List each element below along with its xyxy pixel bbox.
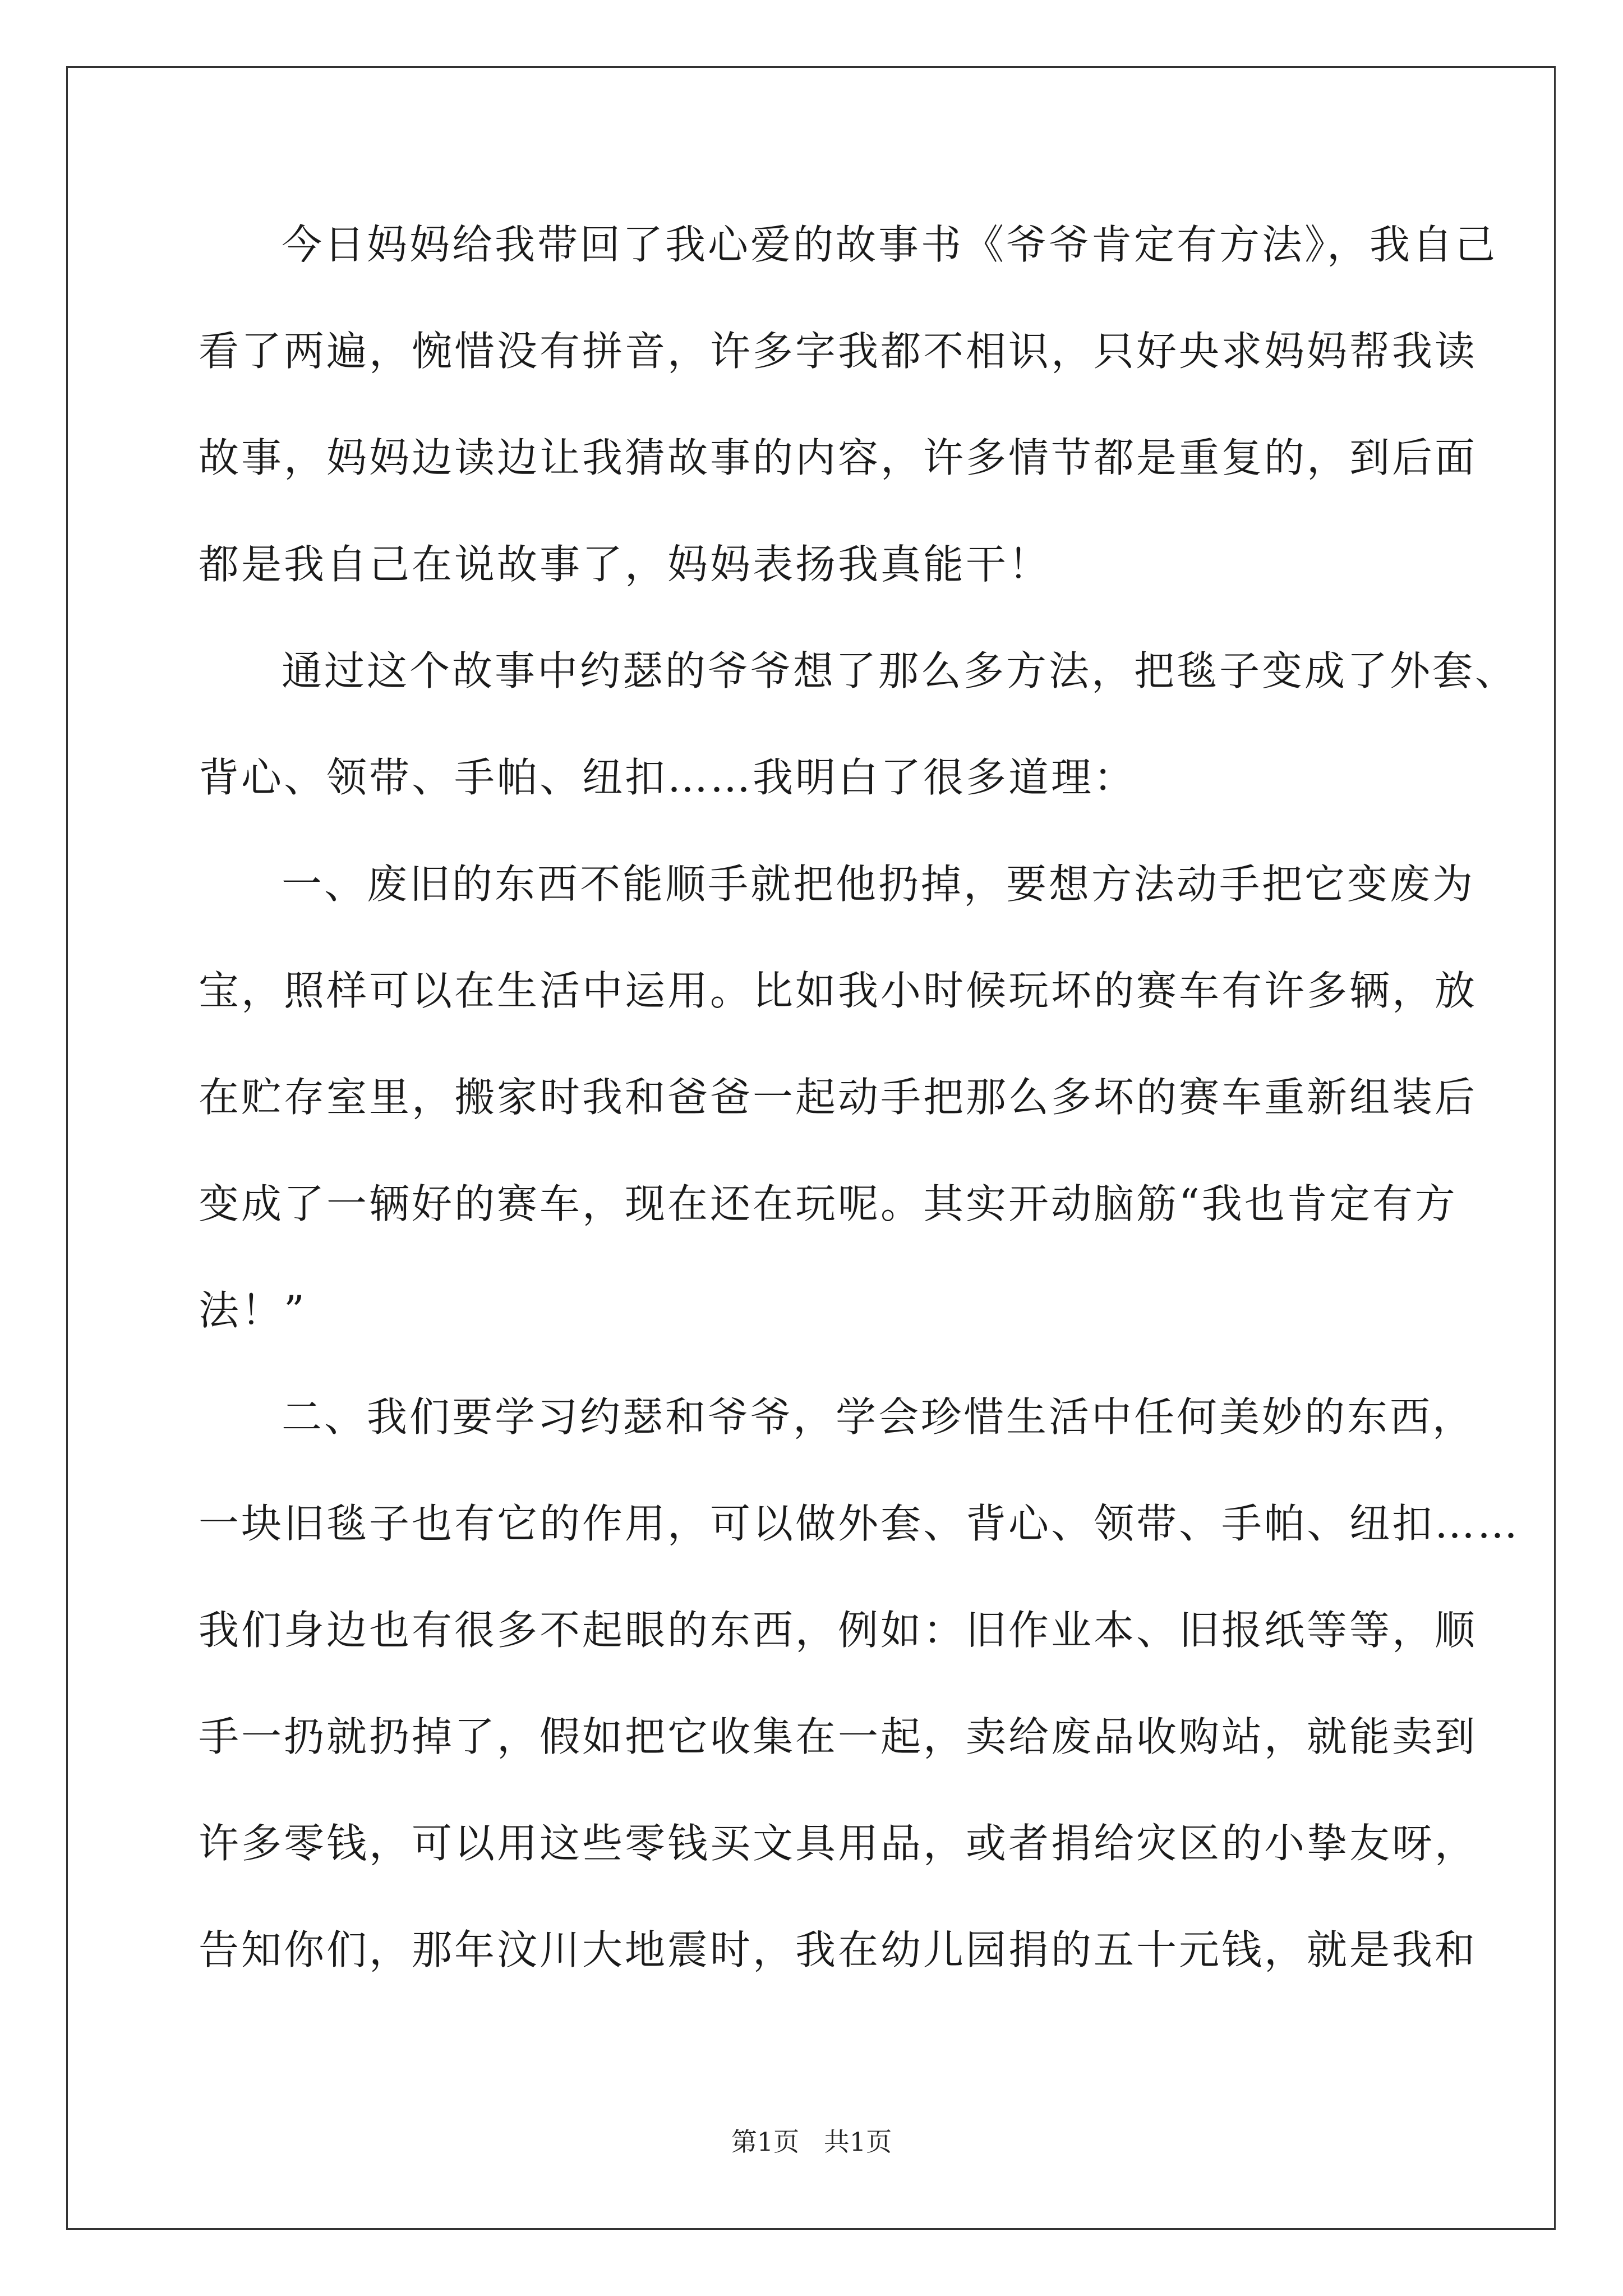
paragraph-3-line-5: 法！” <box>199 1287 307 1334</box>
paragraph-1-line-3: 故事，妈妈边读边让我猜故事的内容，许多情节都是重复的，到后面 <box>199 434 1478 481</box>
paragraph-1-line-2: 看了两遍，惋惜没有拼音，许多字我都不相识，只好央求妈妈帮我读 <box>199 328 1478 375</box>
paragraph-4-line-1: 二、我们要学习约瑟和爷爷，学会珍惜生活中任何美妙的东西， <box>282 1393 1476 1441</box>
paragraph-1-line-1: 今日妈妈给我带回了我心爱的故事书《爷爷肯定有方法》，我自己 <box>282 221 1498 268</box>
paragraph-4-line-2: 一块旧毯子也有它的作用，可以做外套、背心、领带、手帕、纽扣…… <box>199 1500 1520 1547</box>
paragraph-1-line-4: 都是我自己在说故事了，妈妈表扬我真能干！ <box>199 541 1052 588</box>
paragraph-3-line-2: 宝，照样可以在生活中运用。比如我小时候玩坏的赛车有许多辆，放 <box>199 967 1478 1014</box>
paragraph-3-line-1: 一、废旧的东西不能顺手就把他扔掉，要想方法动手把它变废为 <box>282 861 1476 908</box>
page-footer: 第1页 共1页 <box>731 2127 892 2157</box>
paragraph-3-line-3: 在贮存室里，搬家时我和爸爸一起动手把那么多坏的赛车重新组装后 <box>199 1074 1478 1121</box>
paragraph-4-line-3: 我们身边也有很多不起眼的东西，例如：旧作业本、旧报纸等等，顺 <box>199 1607 1478 1654</box>
paragraph-3-line-4: 变成了一辆好的赛车，现在还在玩呢。其实开动脑筋“我也肯定有方 <box>199 1180 1458 1227</box>
paragraph-4-line-4: 手一扔就扔掉了，假如把它收集在一起，卖给废品收购站，就能卖到 <box>199 1713 1478 1760</box>
document-body <box>199 221 1520 2036</box>
paragraph-2-line-2: 背心、领带、手帕、纽扣……我明白了很多道理： <box>199 754 1137 801</box>
paragraph-4-line-6: 告知你们，那年汶川大地震时，我在幼儿园捐的五十元钱，就是我和 <box>199 1926 1478 1973</box>
paragraph-2-line-1: 通过这个故事中约瑟的爷爷想了那么多方法，把毯子变成了外套、 <box>282 647 1518 694</box>
paragraph-4-line-5: 许多零钱，可以用这些零钱买文具用品，或者捐给灾区的小挚友呀， <box>199 1820 1478 1867</box>
